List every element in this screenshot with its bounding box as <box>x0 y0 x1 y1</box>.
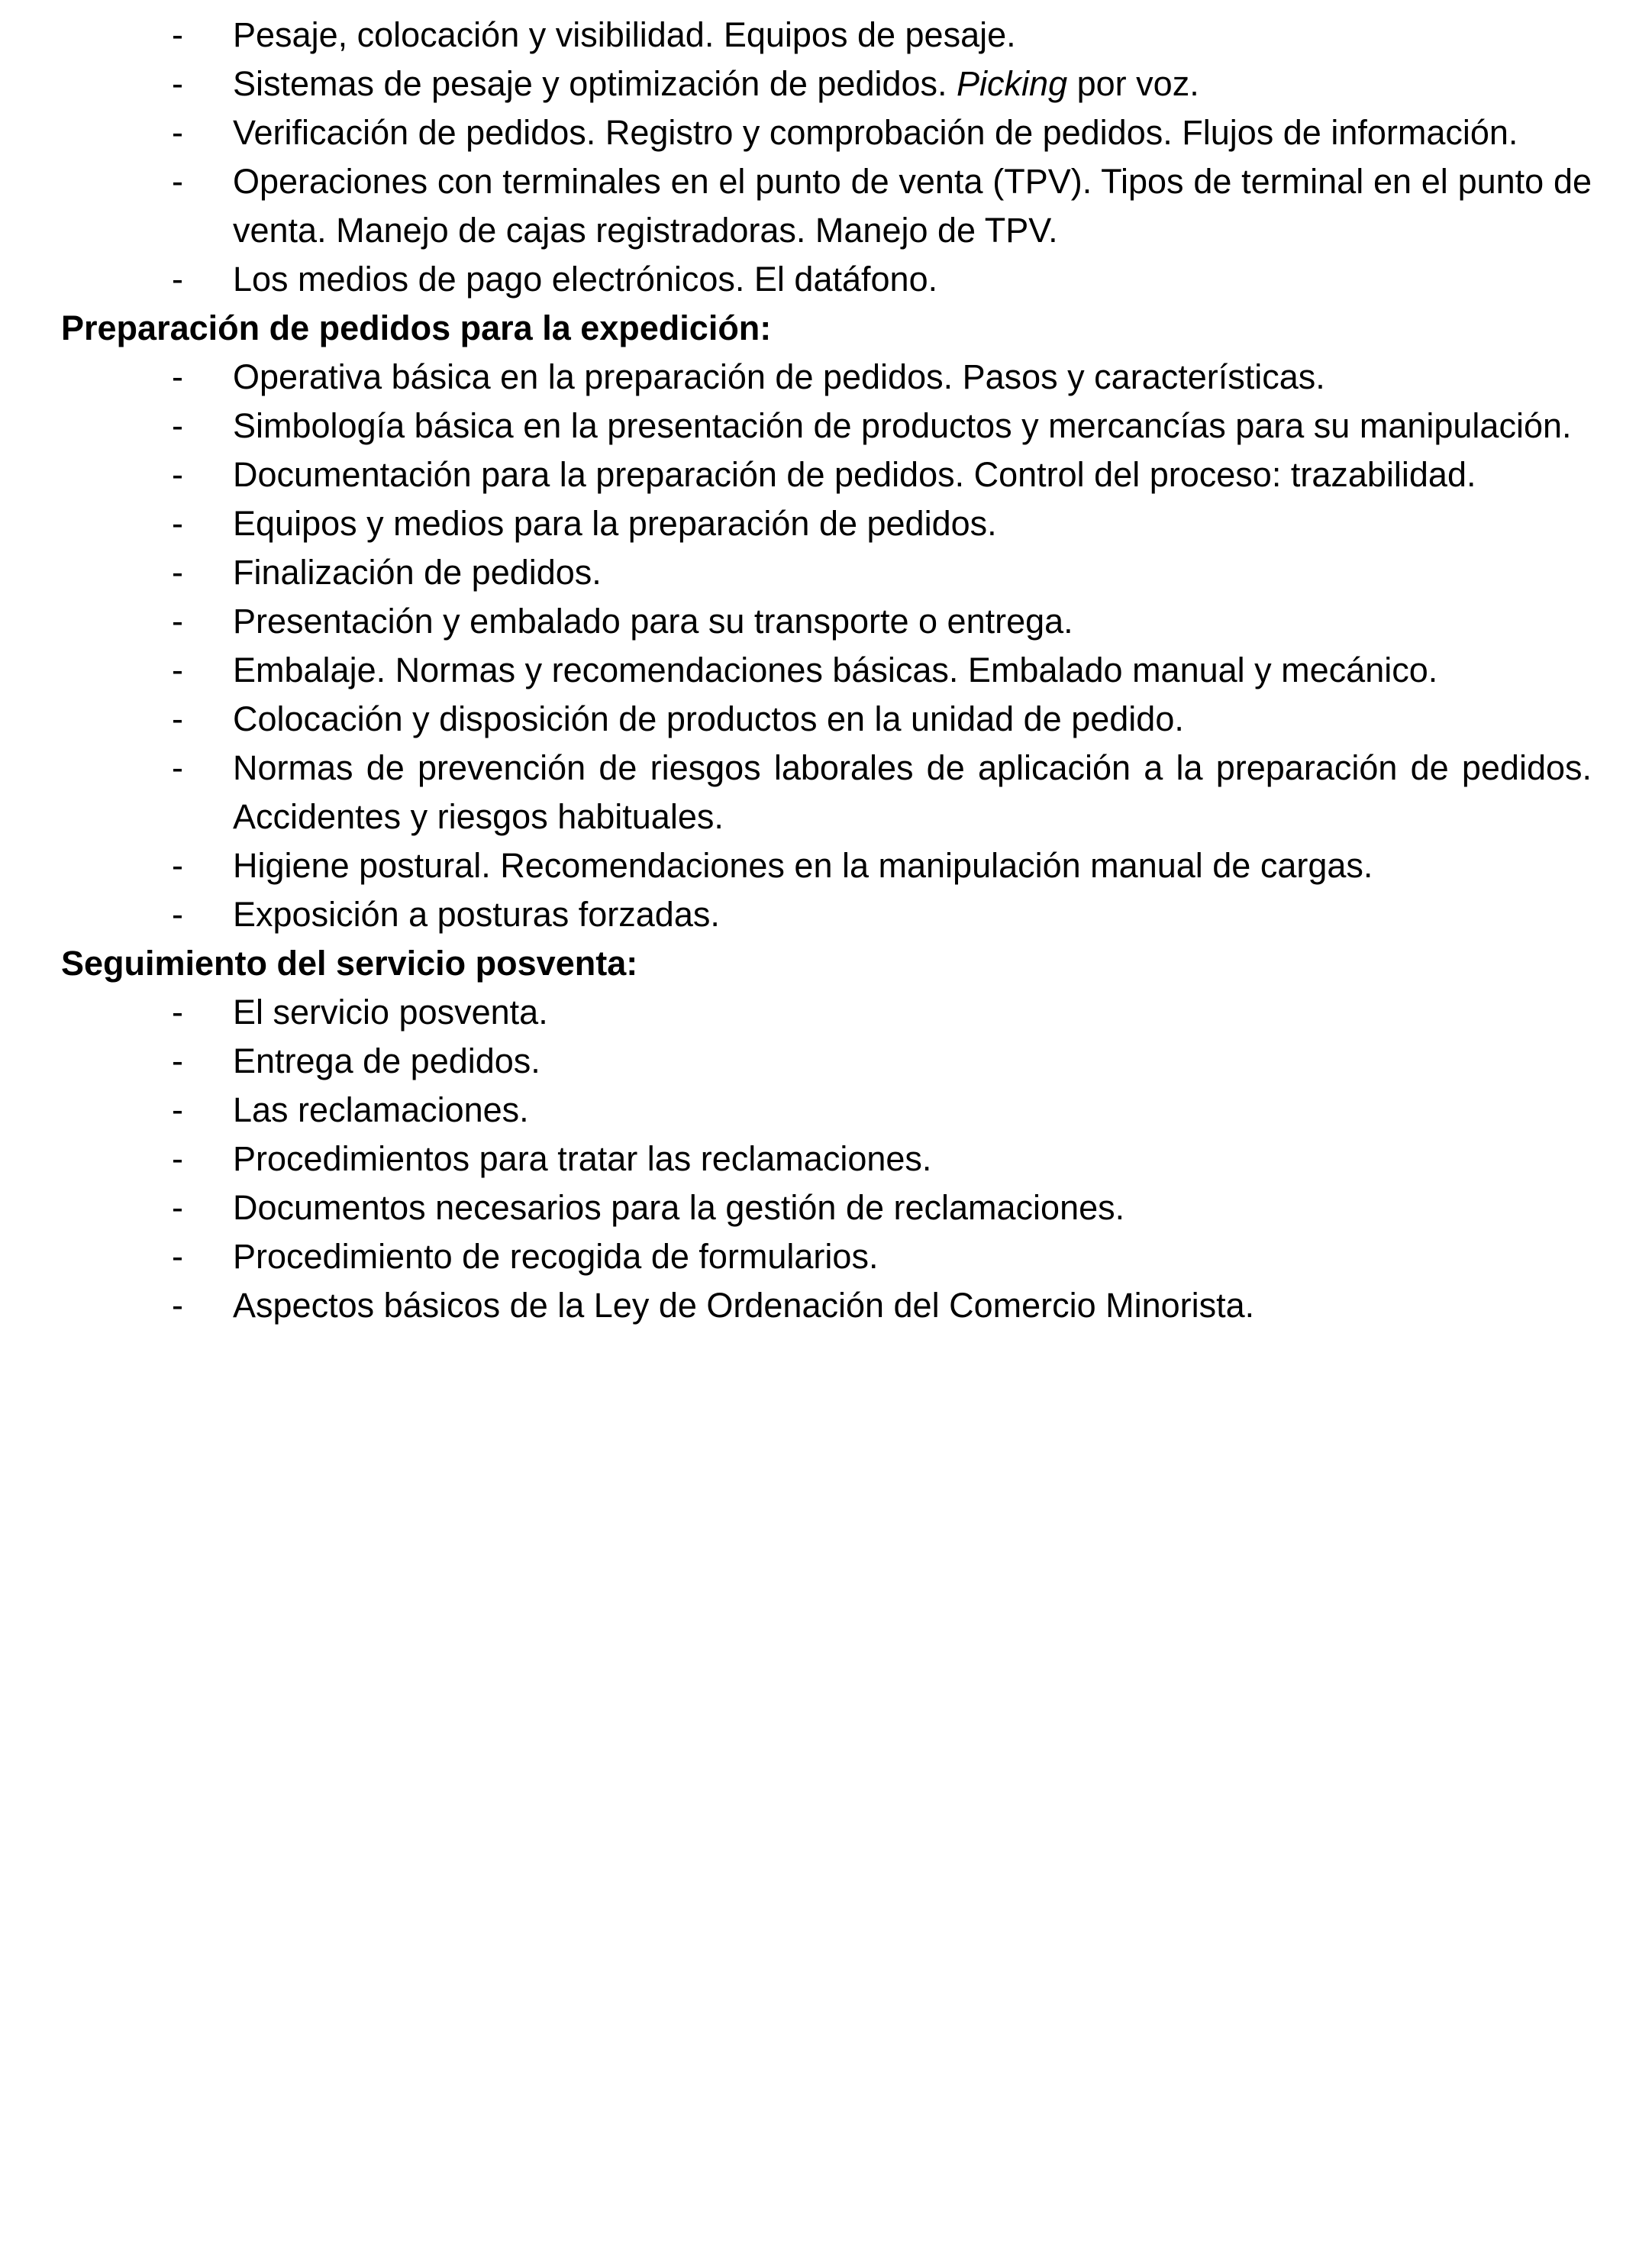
bullet-dash: - <box>172 699 183 738</box>
list-item-text: Finalización de pedidos. <box>233 553 602 592</box>
list-item-text: Los medios de pago electrónicos. El datáfono. <box>233 260 938 299</box>
list-item <box>172 353 1592 402</box>
bullet-dash: - <box>172 64 183 103</box>
bullet-dash: - <box>172 1041 183 1080</box>
bullet-dash: - <box>172 15 183 54</box>
bullet-dash: - <box>172 1188 183 1227</box>
list-item-text: Embalaje. Normas y recomendaciones básicas. Embalado manual y mecánico. <box>233 651 1438 689</box>
list-item-text: Entrega de pedidos. <box>233 1041 540 1080</box>
bullet-dash: - <box>172 993 183 1032</box>
list-item-text: Operativa básica en la preparación de pedidos. Pasos y características. <box>233 357 1325 396</box>
bullet-dash: - <box>172 113 183 152</box>
list-item-text: Normas de prevención de riesgos laborales de aplicación a la preparación de pedidos. Accidentes y riesgos habituales. <box>233 748 1592 836</box>
list-item <box>172 108 1592 157</box>
list-item <box>172 695 1592 744</box>
list-item-text: Las reclamaciones. <box>233 1090 529 1129</box>
document-content <box>61 11 1592 1330</box>
list-item-text: Presentación y embalado para su transporte o entrega. <box>233 602 1073 641</box>
list-item <box>172 60 1592 108</box>
list-item <box>172 11 1592 60</box>
bullet-dash: - <box>172 651 183 689</box>
list-item-text: Verificación de pedidos. Registro y comprobación de pedidos. Flujos de información. <box>233 113 1518 152</box>
list-item-text: El servicio posventa. <box>233 993 548 1032</box>
list-item <box>172 646 1592 695</box>
bullet-dash: - <box>172 846 183 885</box>
list-item-text: Higiene postural. Recomendaciones en la manipulación manual de cargas. <box>233 846 1373 885</box>
bullet-dash: - <box>172 406 183 445</box>
list-item-text: Documentación para la preparación de pedidos. Control del proceso: trazabilidad. <box>233 455 1476 494</box>
section-heading: Seguimiento del servicio posventa: <box>61 944 638 983</box>
list-item-text: Documentos necesarios para la gestión de reclamaciones. <box>233 1188 1125 1227</box>
list-item <box>172 1281 1592 1330</box>
bullet-dash: - <box>172 553 183 592</box>
bullet-dash: - <box>172 602 183 641</box>
bullet-dash: - <box>172 1139 183 1178</box>
bullet-dash: - <box>172 357 183 396</box>
bullet-dash: - <box>172 504 183 543</box>
list-item-text: Operaciones con terminales en el punto de venta (TPV). Tipos de terminal en el punto de venta. Manejo de cajas registradoras. Manejo de TPV. <box>233 162 1592 250</box>
list-item-text: Exposición a posturas forzadas. <box>233 895 720 934</box>
bullet-dash: - <box>172 455 183 494</box>
list-item <box>172 744 1592 841</box>
list-item-text: Sistemas de pesaje y optimización de pedidos. Picking por voz. <box>233 64 1199 103</box>
list-item <box>172 1086 1592 1135</box>
list-item-text: Equipos y medios para la preparación de pedidos. <box>233 504 997 543</box>
list-item <box>172 597 1592 646</box>
list-item-text: Procedimientos para tratar las reclamaciones. <box>233 1139 932 1178</box>
list-item-text: Pesaje, colocación y visibilidad. Equipos de pesaje. <box>233 15 1016 54</box>
list-item <box>172 157 1592 255</box>
list-item-text: Colocación y disposición de productos en la unidad de pedido. <box>233 699 1184 738</box>
bullet-dash: - <box>172 1090 183 1129</box>
list-item <box>172 988 1592 1037</box>
bullet-dash: - <box>172 260 183 299</box>
list-item <box>172 841 1592 890</box>
list-item <box>172 450 1592 499</box>
bullet-dash: - <box>172 1286 183 1325</box>
list-item-text: Simbología básica en la presentación de productos y mercancías para su manipulación. <box>233 406 1572 445</box>
bullet-dash: - <box>172 748 183 787</box>
list-item <box>172 402 1592 450</box>
list-item <box>172 548 1592 597</box>
list-item <box>172 499 1592 548</box>
list-item <box>172 1135 1592 1183</box>
list-item <box>172 1232 1592 1281</box>
list-item-text: Procedimiento de recogida de formularios. <box>233 1237 879 1276</box>
bullet-dash: - <box>172 1237 183 1276</box>
bullet-dash: - <box>172 895 183 934</box>
list-item-text: Aspectos básicos de la Ley de Ordenación del Comercio Minorista. <box>233 1286 1255 1325</box>
list-item <box>172 255 1592 304</box>
bullet-dash: - <box>172 162 183 201</box>
list-item <box>172 1037 1592 1086</box>
section-heading: Preparación de pedidos para la expedición: <box>61 308 772 347</box>
list-item <box>172 890 1592 939</box>
list-item <box>172 1183 1592 1232</box>
